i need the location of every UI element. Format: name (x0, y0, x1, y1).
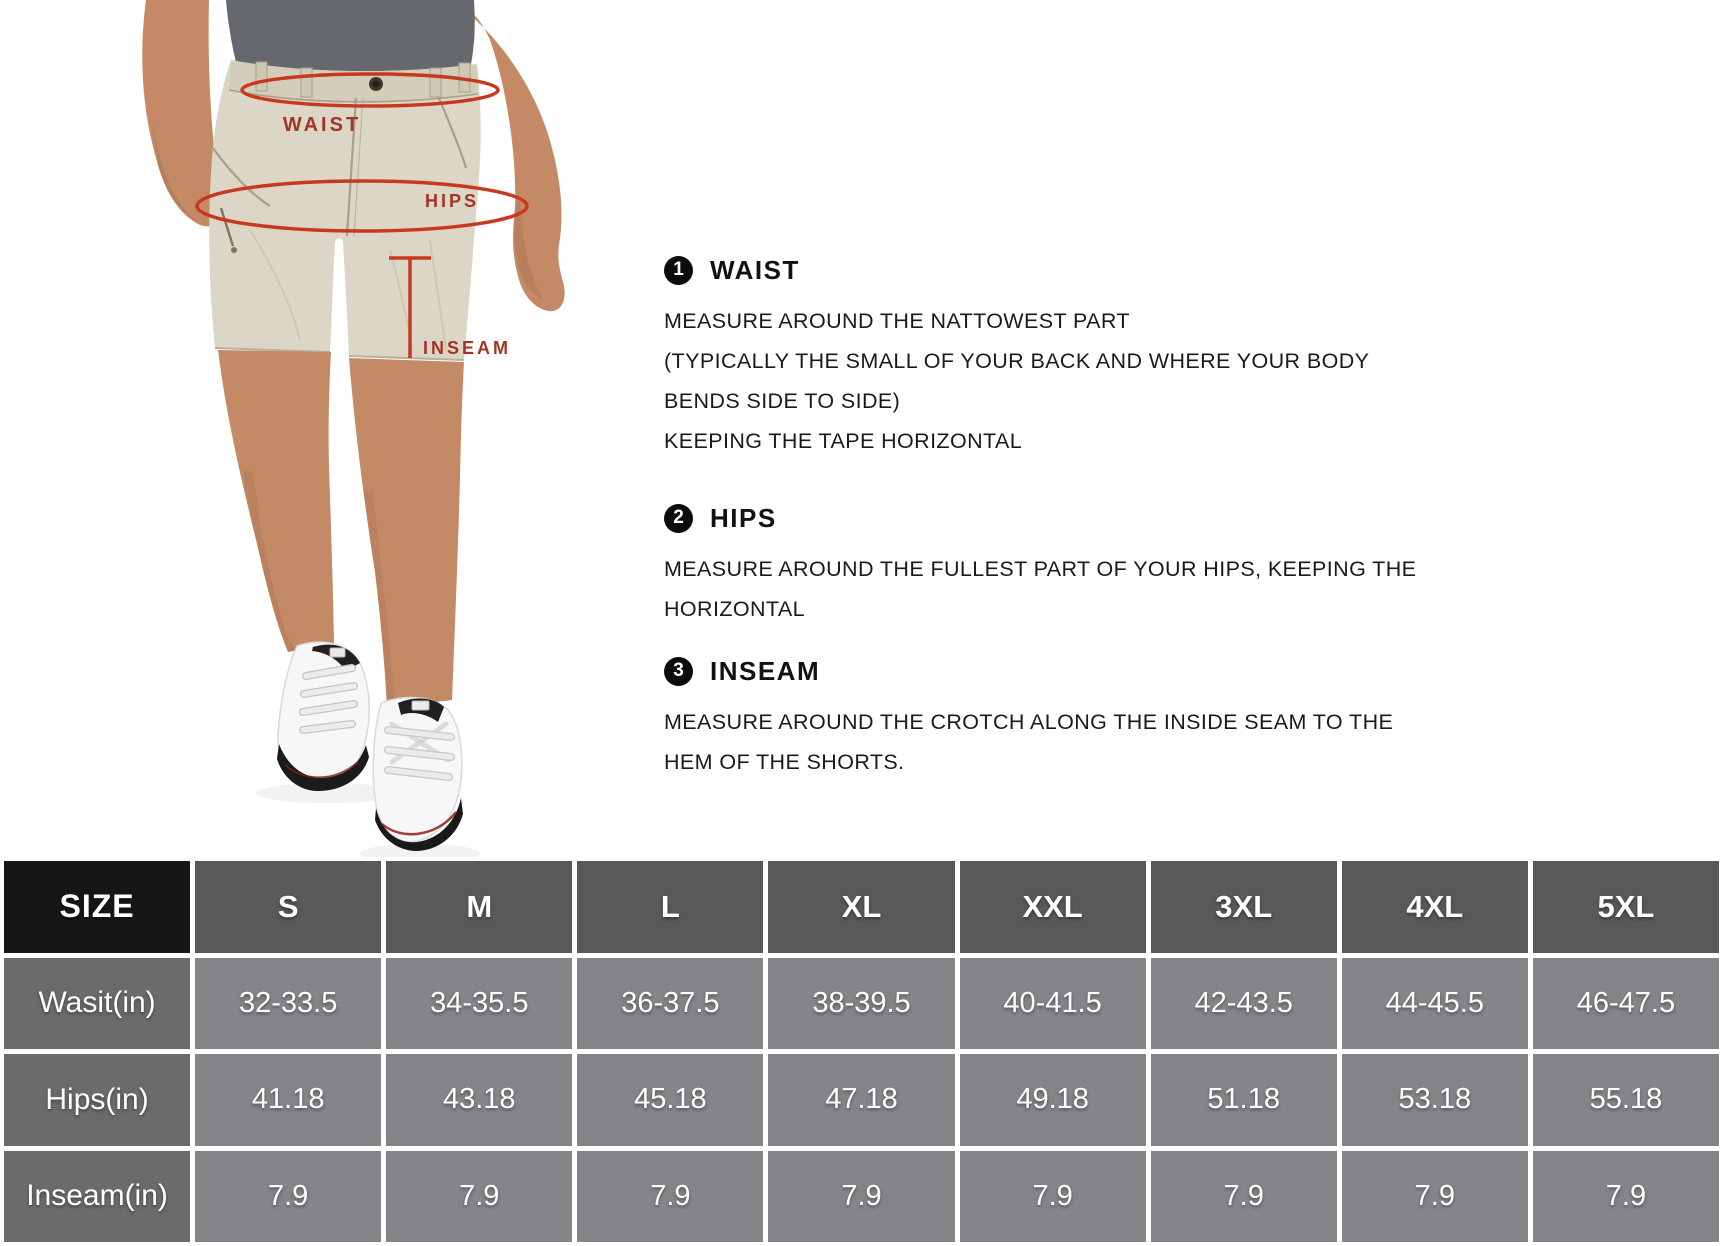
instruction-line: HORIZONTAL (664, 597, 805, 621)
instruction-line: MEASURE AROUND THE FULLEST PART OF YOUR HIPS, KEEPING THE (664, 557, 1417, 581)
step-3-title: INSEAM (710, 655, 821, 686)
instruction-line: MEASURE AROUND THE NATTOWEST PART (664, 309, 1130, 333)
table-cell: 55.18 (1533, 1054, 1719, 1146)
step-1-title: WAIST (710, 254, 800, 285)
right-sneaker-label (412, 701, 429, 710)
header-cell-xxl: XXL (960, 861, 1146, 953)
hips-row-label: Hips(in) (4, 1054, 190, 1146)
model-illustration (0, 0, 600, 860)
waist-row-label: Wasit(in) (4, 958, 190, 1050)
inseam-annotation-label: INSEAM (423, 338, 512, 358)
instruction-inseam-body (664, 702, 1564, 782)
instruction-hips-body (664, 549, 1564, 629)
measure-instructions (664, 0, 1564, 860)
header-cell-5xl: 5XL (1533, 861, 1719, 953)
instruction-line: BENDS SIDE TO SIDE) (664, 389, 901, 413)
table-cell: 45.18 (577, 1054, 763, 1146)
instruction-line: (TYPICALLY THE SMALL OF YOUR BACK AND WHERE YOUR BODY (664, 349, 1370, 373)
table-cell: 32-33.5 (195, 958, 381, 1050)
table-cell: 7.9 (1342, 1151, 1528, 1243)
instruction-inseam (664, 656, 1564, 782)
header-cell-xl: XL (768, 861, 954, 953)
left-sneaker-label (330, 648, 345, 657)
table-cell: 34-35.5 (386, 958, 572, 1050)
instruction-waist-body (664, 301, 1564, 461)
size-column-header: SIZE (4, 861, 190, 953)
table-cell: 7.9 (1533, 1151, 1719, 1243)
instruction-waist-heading (664, 255, 1564, 285)
header-cell-l: L (577, 861, 763, 953)
table-cell: 41.18 (195, 1054, 381, 1146)
zip-pull (231, 247, 237, 253)
table-cell: 40-41.5 (960, 958, 1146, 1050)
instruction-line: MEASURE AROUND THE CROTCH ALONG THE INSIDE SEAM TO THE (664, 710, 1394, 734)
instruction-line: HEM OF THE SHORTS. (664, 750, 905, 774)
table-cell: 44-45.5 (1342, 958, 1528, 1050)
belt-loop (301, 68, 312, 97)
waist-annotation-label: WAIST (282, 114, 362, 136)
table-cell: 7.9 (577, 1151, 763, 1243)
table-cell: 43.18 (386, 1054, 572, 1146)
inseam-row-label: Inseam(in) (4, 1151, 190, 1243)
table-cell: 51.18 (1151, 1054, 1337, 1146)
header-cell-4xl: 4XL (1342, 861, 1528, 953)
table-cell: 47.18 (768, 1054, 954, 1146)
waist-button-center (373, 81, 380, 88)
table-cell: 36-37.5 (577, 958, 763, 1050)
instruction-line: KEEPING THE TAPE HORIZONTAL (664, 429, 1023, 453)
model-photo (0, 0, 600, 860)
size-chart-table (0, 857, 1723, 1246)
step-3-badge: 3 (664, 657, 693, 686)
instruction-hips (664, 503, 1564, 629)
step-2-title: HIPS (710, 502, 777, 533)
belt-loop (256, 62, 267, 91)
instruction-hips-heading (664, 503, 1564, 533)
right-leg (349, 358, 464, 708)
belt-loop (430, 68, 441, 97)
header-cell-3xl: 3XL (1151, 861, 1337, 953)
table-cell: 7.9 (960, 1151, 1146, 1243)
instruction-inseam-heading (664, 656, 1564, 686)
hips-annotation-label: HIPS (424, 191, 480, 211)
table-cell: 46-47.5 (1533, 958, 1719, 1050)
header-cell-s: S (195, 861, 381, 953)
step-2-badge: 2 (664, 504, 693, 533)
table-cell: 42-43.5 (1151, 958, 1337, 1050)
table-cell: 7.9 (195, 1151, 381, 1243)
step-1-badge: 1 (664, 256, 693, 285)
table-cell: 7.9 (386, 1151, 572, 1243)
table-cell: 7.9 (768, 1151, 954, 1243)
table-cell: 49.18 (960, 1054, 1146, 1146)
table-cell: 38-39.5 (768, 958, 954, 1050)
table-cell: 7.9 (1151, 1151, 1337, 1243)
header-cell-m: M (386, 861, 572, 953)
instruction-waist (664, 255, 1564, 461)
table-cell: 53.18 (1342, 1054, 1528, 1146)
